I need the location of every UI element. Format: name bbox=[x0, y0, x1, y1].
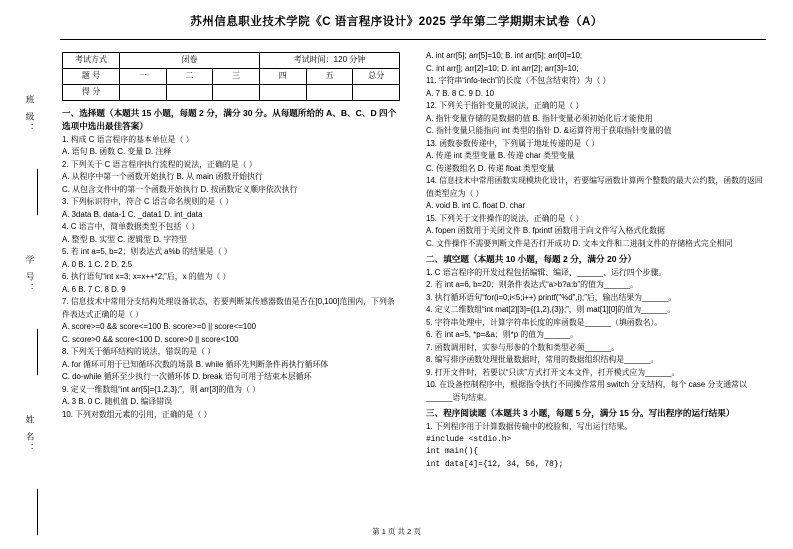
score-cell bbox=[213, 85, 260, 101]
total-score-cell bbox=[353, 85, 400, 101]
question-line: A. 从程序中第一个函数开始执行 B. 从 main 函数开始执行 bbox=[62, 172, 263, 182]
question-line: 13. 函数参数传递中，下列属于地址传递的是（ ） bbox=[426, 138, 600, 148]
code-line: int main(){ bbox=[426, 447, 479, 457]
score-cell bbox=[166, 85, 213, 101]
section3-code bbox=[426, 434, 764, 472]
fill-blank-line: 5. 字符串处理中，计算字符串长度的库函数是______（填函数名）。 bbox=[426, 317, 663, 327]
exam-method-label: 考试方式 bbox=[63, 53, 120, 69]
info-row-score bbox=[63, 85, 400, 101]
page-footer: 第 1 页 共 2 页 bbox=[372, 527, 421, 536]
section3-intro bbox=[426, 421, 764, 434]
question-line: 5. 若 int a=5, b=2；则表达式 a%b 的结果是（ ） bbox=[62, 247, 232, 257]
info-row-method bbox=[63, 53, 400, 69]
question-line: C. 文件操作不需要判断文件是否打开成功 D. 文本文件和二进制文件的存储格式完全相同 bbox=[426, 238, 733, 248]
title-divider bbox=[60, 39, 766, 40]
score-cell bbox=[120, 85, 167, 101]
question-line: A. 3data B. data-1 C. _data1 D. int_data bbox=[62, 209, 203, 219]
section2-questions bbox=[426, 267, 764, 405]
fill-blank-line: 8. 编写排序函数处理批量数据时，常用的数据组织结构是______。 bbox=[426, 355, 659, 365]
question-line: A. 3 B. 0 C. 随机值 D. 编译错误 bbox=[62, 397, 173, 407]
left-column bbox=[62, 50, 400, 471]
score-cell bbox=[259, 85, 306, 101]
class-label: 班 级： bbox=[25, 95, 35, 135]
section3-heading: 三、程序阅读题（本题共 3 小题，每题 5 分，满分 15 分。写出程序的运行结果） bbox=[426, 408, 735, 419]
question-line: A. 整型 B. 实型 C. 逻辑型 D. 字符型 bbox=[62, 234, 187, 244]
fill-blank-line: 2. 若 int a=6, b=20；则条件表达式“a>b?a:b”的值为______。 bbox=[426, 280, 639, 290]
question-line: 14. 信息技术中常用函数实现模块化设计，若要编写函数计算两个整数的最大公约数，函数的返回值类型应为（ ） bbox=[426, 176, 763, 198]
question-line: 3. 下列标识符中，符合 C 语言命名规则的是（ ） bbox=[62, 197, 233, 207]
question-line: C. do-while 循环至少执行一次循环体 D. break 语句可用于结束本层循环 bbox=[62, 372, 312, 382]
question-line: 4. C 语言中，简单数据类型不包括（ ） bbox=[62, 222, 200, 232]
question-line: A. 传递 int 类型变量 B. 传递 char 类型变量 bbox=[426, 151, 575, 160]
question-line: C. int arr[]; arr[2]=10; D. int arr[2]; arr[3]=10; bbox=[426, 63, 579, 73]
score-cell bbox=[306, 85, 353, 101]
class-fill-line bbox=[37, 169, 38, 215]
fill-blank-line: 3. 执行循环语句“for(i=0;i<5;i++) printf("%d",i);”后，输出结果为______。 bbox=[426, 292, 677, 302]
question-line: 1. 构成 C 语言程序的基本单位是（ ） bbox=[62, 134, 194, 144]
question-line: 8. 下列关于循环结构的说法，错误的是（ ） bbox=[62, 347, 215, 357]
question-line: A. int arr[5]; arr[5]=10; B. int arr[5]; arr[0]=10; bbox=[426, 51, 583, 60]
total-score-label: 总分 bbox=[353, 69, 400, 85]
question-line: 9. 定义一维数组“int arr[5]={1,2,3};”，则 arr[3]的值为（ ） bbox=[62, 384, 260, 394]
question-line: C. 指针变量只能指向 int 类型的指针 D. &运算符用于获取指针变量的值 bbox=[426, 126, 672, 135]
question-line: 10. 下列对数组元素的引用，正确的是（ ） bbox=[62, 409, 212, 419]
fill-blank-line: 7. 函数调用时，实参与形参的个数和类型必须______。 bbox=[426, 342, 619, 352]
question-line: A. 6 B. 7 C. 8 D. 9 bbox=[62, 284, 126, 294]
section-col-1: 一 bbox=[120, 69, 167, 85]
score-label: 得 分 bbox=[63, 85, 120, 101]
section-col-4: 四 bbox=[259, 69, 306, 85]
student-id-fill-line bbox=[37, 329, 38, 375]
section2-heading: 二、填空题（本题共 10 小题，每题 2 分，满分 20 分） bbox=[426, 254, 637, 264]
two-column-body bbox=[62, 50, 764, 471]
question-line: A. 指针变量存储的是数据的值 B. 指针变量必须初始化后才能使用 bbox=[426, 113, 653, 123]
question-line: 7. 信息技术中常用分支结构处理设备状态，若要判断某传感器数值是否在[0,100]范围内，下列条件表达式正确的是（ ） bbox=[62, 297, 395, 319]
question-line: A. for 循环可用于已知循环次数的场景 B. while 循环先判断条件再执行循环体 bbox=[62, 359, 329, 369]
fill-blank-line: 6. 若 int a=5, *p=&a；则*p 的值为______。 bbox=[426, 330, 579, 340]
exam-method-value: 闭卷 bbox=[120, 53, 260, 69]
fill-blank-line: 4. 定义二维数组“int mat[2][3]={{1,2},{3}};”，则 mat[1][0]的值为______。 bbox=[426, 305, 676, 315]
section1-left-questions bbox=[62, 134, 400, 422]
question-line: A. fopen 函数用于关闭文件 B. fprintf 函数用于向文件写入格式化数据 bbox=[426, 226, 665, 235]
question-line: A. void B. int C. float D. char bbox=[426, 201, 526, 210]
fill-blank-line: 1. C 语言程序的开发过程包括编辑、编译、______、运行四个步骤。 bbox=[426, 267, 667, 277]
right-column bbox=[426, 50, 764, 471]
question-line: A. score>=0 && score<=100 B. score>=0 || score<=100 bbox=[62, 322, 257, 332]
section1-heading: 一、选择题（本题共 15 小题，每题 2 分，满分 30 分。从每题所给的 A、B、C、D 四个选项中选出最佳答案） bbox=[62, 108, 397, 131]
code-line: #include <stdio.h> bbox=[426, 434, 512, 444]
reading-question-line: 1. 下列程序用于计算数据传输中的校验和，写出运行结果。 bbox=[426, 422, 633, 432]
section-col-5: 五 bbox=[306, 69, 353, 85]
section-col-3: 三 bbox=[213, 69, 260, 85]
seal-margin bbox=[24, 95, 50, 515]
question-line: A. 0 B. 1 C. 2 D. 2.5 bbox=[62, 259, 133, 269]
question-line: C. 传递数组名 D. 传递 float 类型变量 bbox=[426, 163, 555, 173]
question-line: 11. 字符串“info-tech”的长度（不包含结束符）为（ ） bbox=[426, 76, 611, 85]
question-line: 12. 下列关于指针变量的说法，正确的是（ ） bbox=[426, 101, 584, 110]
fill-blank-line: 9. 打开文件时，若要以“只读”方式打开文本文件，打开模式应为______。 bbox=[426, 367, 680, 377]
question-line: A. 语句 B. 函数 C. 变量 D. 注释 bbox=[62, 147, 172, 157]
question-line: C. score>0 && score<100 D. score>0 || score<100 bbox=[62, 334, 239, 344]
info-row-sections bbox=[63, 69, 400, 85]
section1-right-questions bbox=[426, 50, 764, 250]
question-number-label: 题 号 bbox=[63, 69, 120, 85]
code-line: int data[4]={12, 34, 56, 78}; bbox=[426, 459, 564, 469]
exam-time: 考试时间：120 分钟 bbox=[259, 53, 399, 69]
student-id-label: 学 号： bbox=[25, 254, 35, 295]
question-line: C. 从包含文件中的第一个函数开始执行 D. 按函数定义顺序依次执行 bbox=[62, 184, 298, 194]
question-line: A. 7 B. 8 C. 9 D. 10 bbox=[426, 88, 494, 98]
section-col-2: 二 bbox=[166, 69, 213, 85]
page-title: 苏州信息职业技术学院《C 语言程序设计》2025 学年第二学期期末试卷（A） bbox=[190, 16, 603, 28]
exam-info-table bbox=[62, 52, 400, 101]
fill-blank-line: 10. 在设备控制程序中，根据指令执行不同操作常用 switch 分支结构，每个 case 分支通常以______语句结束。 bbox=[426, 380, 747, 402]
question-line: 15. 下列关于文件操作的说法，正确的是（ ） bbox=[426, 213, 584, 223]
question-line: 6. 执行语句“int x=3; x=x++*2;”后，x 的值为（ ） bbox=[62, 272, 231, 282]
name-label: 姓 名： bbox=[25, 414, 35, 455]
question-line: 2. 下列关于 C 语言程序执行流程的说法，正确的是（ ） bbox=[62, 159, 257, 169]
